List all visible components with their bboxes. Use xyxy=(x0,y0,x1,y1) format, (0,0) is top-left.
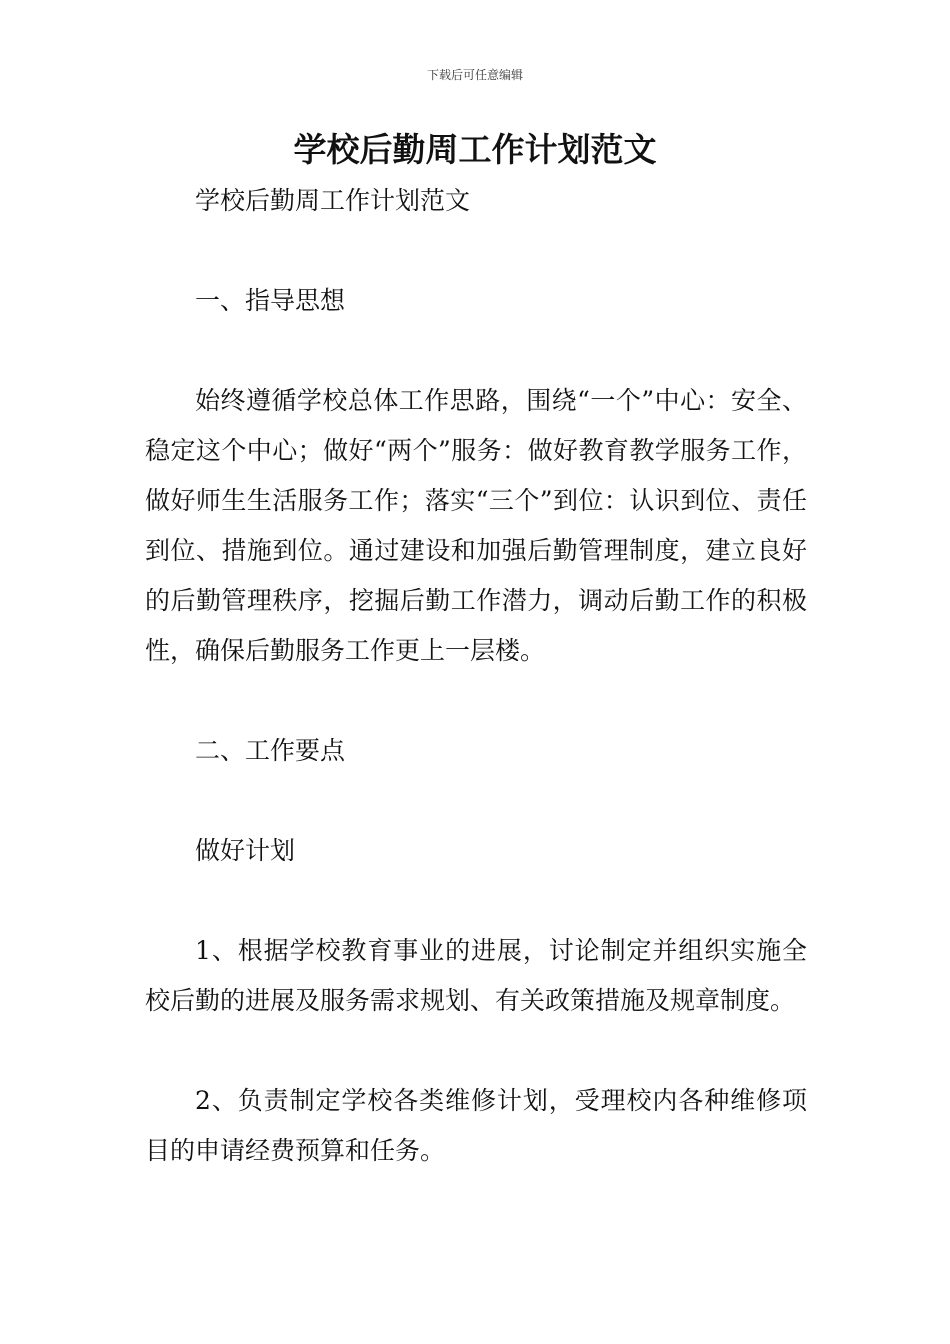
document-title: 学校后勤周工作计划范文 xyxy=(293,130,657,169)
subheading-planning: 做好计划 xyxy=(195,836,296,865)
document-body xyxy=(145,176,807,1176)
list-item-1: 1、根据学校教育事业的进展，讨论制定并组织实施全校后勤的进展及服务需求规划、有关政策措施及规章制度。 xyxy=(145,936,807,1015)
subtitle-paragraph: 学校后勤周工作计划范文 xyxy=(195,186,471,215)
page-header: 下载后可任意编辑 xyxy=(426,68,523,82)
list-item-2: 2、负责制定学校各类维修计划，受理校内各种维修项目的申请经费预算和任务。 xyxy=(145,1086,807,1165)
section-heading-work-points: 二、工作要点 xyxy=(195,736,346,765)
section-heading-guiding-ideology: 一、指导思想 xyxy=(195,286,346,315)
guiding-ideology-paragraph: 始终遵循学校总体工作思路，围绕“一个”中心：安全、稳定这个中心；做好“两个”服务：做好教育教学服务工作，做好师生生活服务工作；落实“三个”到位：认识到位、责任到位、措施到位。通过建设和加强后勤管理制度，建立良好的后勤管理秩序，挖掘后勤工作潜力，调动后勤工作的积极性，确保后勤服务工作更上一层楼。 xyxy=(145,386,807,665)
